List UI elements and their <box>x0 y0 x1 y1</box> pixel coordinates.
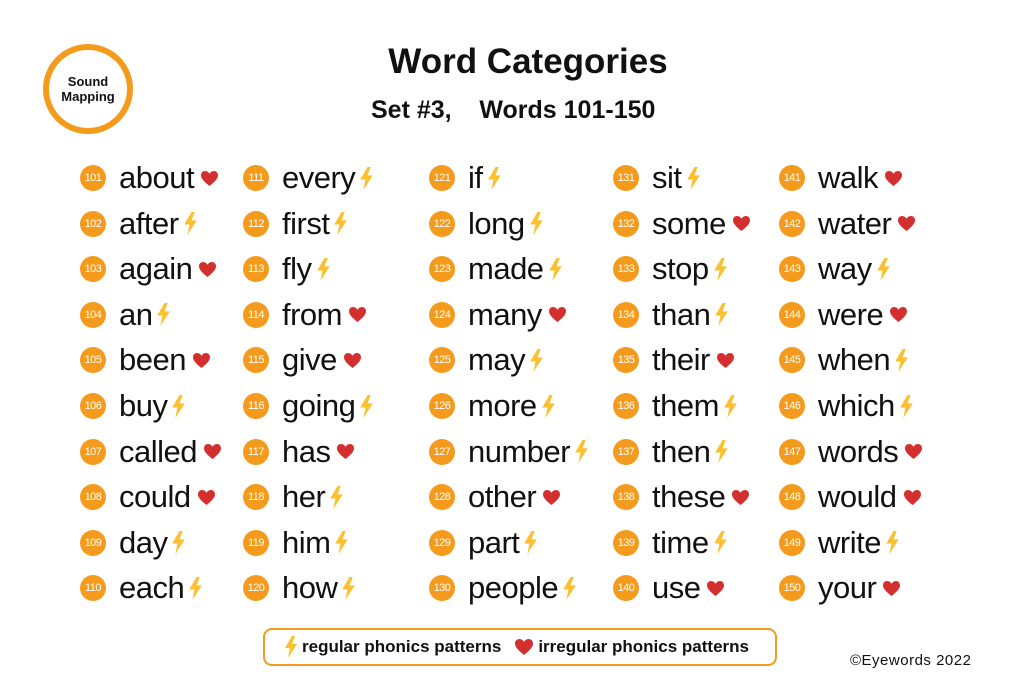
legend <box>263 628 777 666</box>
word-text: other <box>468 479 537 515</box>
badge-line-1: Sound <box>67 74 109 89</box>
lightning-bolt-icon <box>713 258 728 281</box>
word-text: more <box>468 388 537 423</box>
heart-icon <box>889 306 908 323</box>
word-row <box>80 565 203 611</box>
word-number-badge: 107 <box>80 439 106 465</box>
word-text: give <box>282 342 337 378</box>
word-number-badge: 140 <box>613 575 639 601</box>
word-number-badge: 125 <box>429 347 455 373</box>
word-row <box>779 429 923 475</box>
heart-icon <box>884 170 903 187</box>
lightning-bolt-icon <box>713 531 728 554</box>
word-row <box>613 201 751 247</box>
word-row <box>429 474 561 520</box>
word-row <box>779 201 916 247</box>
word-row <box>779 383 914 429</box>
word-number-badge: 144 <box>779 302 805 328</box>
word-number-badge: 112 <box>243 211 269 237</box>
word-text: time <box>652 524 709 560</box>
word-text: walk <box>818 160 879 195</box>
heart-icon <box>343 352 362 369</box>
word-number-badge: 137 <box>613 439 639 465</box>
word-text: part <box>468 524 520 560</box>
copyright: ©Eyewords 2022 <box>850 652 972 669</box>
word-text: sit <box>652 160 682 195</box>
word-row <box>613 383 738 429</box>
lightning-bolt-icon <box>529 212 544 235</box>
lightning-bolt-icon <box>894 349 909 372</box>
heart-icon <box>904 443 923 460</box>
word-row <box>779 292 908 338</box>
word-text: from <box>282 296 342 332</box>
lightning-bolt-icon <box>529 349 544 372</box>
word-text: buy <box>119 388 168 423</box>
word-number-badge: 133 <box>613 256 639 282</box>
lightning-bolt-icon <box>359 395 374 418</box>
lightning-bolt-icon <box>156 303 171 326</box>
lightning-bolt-icon <box>183 212 198 235</box>
word-number-badge: 111 <box>243 165 269 191</box>
word-row <box>613 292 729 338</box>
word-row <box>779 474 922 520</box>
word-text: many <box>468 296 542 332</box>
word-number-badge: 122 <box>429 211 455 237</box>
word-row <box>243 155 374 201</box>
word-text: people <box>468 570 559 606</box>
word-row <box>243 520 349 566</box>
word-number-badge: 118 <box>243 484 269 510</box>
word-text: made <box>468 251 544 287</box>
word-row <box>613 474 750 520</box>
word-row <box>243 246 331 292</box>
word-row <box>243 474 344 520</box>
word-text: words <box>818 433 899 469</box>
word-text: than <box>652 296 711 332</box>
lightning-bolt-icon <box>341 577 356 600</box>
word-number-badge: 131 <box>613 165 639 191</box>
word-number-badge: 119 <box>243 530 269 556</box>
word-row <box>613 565 725 611</box>
word-row <box>80 383 186 429</box>
page-title: Word Categories <box>388 42 668 81</box>
word-text: your <box>818 570 877 606</box>
lightning-bolt-icon <box>171 395 186 418</box>
word-number-badge: 103 <box>80 256 106 282</box>
lightning-bolt-icon <box>171 531 186 554</box>
word-row <box>429 383 556 429</box>
word-text: would <box>818 479 897 515</box>
word-number-badge: 117 <box>243 439 269 465</box>
word-number-badge: 139 <box>613 530 639 556</box>
word-row <box>80 155 219 201</box>
word-row <box>80 246 217 292</box>
lightning-bolt-icon <box>316 258 331 281</box>
word-text: after <box>119 205 179 241</box>
word-number-badge: 148 <box>779 484 805 510</box>
word-text: been <box>119 342 186 378</box>
word-row <box>429 292 567 338</box>
heart-icon <box>732 215 751 232</box>
word-text: long <box>468 205 525 241</box>
word-number-badge: 106 <box>80 393 106 419</box>
word-text: could <box>119 479 191 515</box>
heart-icon <box>731 489 750 506</box>
word-number-badge: 130 <box>429 575 455 601</box>
lightning-bolt-icon <box>329 486 344 509</box>
word-row <box>613 246 728 292</box>
heart-icon <box>197 489 216 506</box>
word-row <box>80 429 222 475</box>
heart-icon <box>348 306 367 323</box>
word-text: called <box>119 433 197 469</box>
word-number-badge: 146 <box>779 393 805 419</box>
word-text: which <box>818 388 895 423</box>
word-number-badge: 120 <box>243 575 269 601</box>
heart-icon <box>882 580 901 597</box>
word-row <box>243 337 362 383</box>
word-text: her <box>282 479 326 515</box>
lightning-bolt-icon <box>523 531 538 554</box>
word-number-badge: 126 <box>429 393 455 419</box>
lightning-bolt-icon <box>562 577 577 600</box>
word-row <box>429 246 563 292</box>
word-text: about <box>119 160 195 195</box>
word-text: water <box>818 205 892 241</box>
word-row <box>243 201 348 247</box>
word-number-badge: 141 <box>779 165 805 191</box>
lightning-bolt-icon <box>333 212 348 235</box>
word-text: when <box>818 342 891 378</box>
heart-icon <box>542 489 561 506</box>
word-number-badge: 115 <box>243 347 269 373</box>
heart-icon <box>548 306 567 323</box>
heart-icon <box>716 352 735 369</box>
heart-icon <box>336 443 355 460</box>
word-text: them <box>652 388 719 423</box>
word-text: each <box>119 570 185 606</box>
word-row <box>779 337 909 383</box>
word-row <box>429 201 544 247</box>
lightning-bolt-icon <box>188 577 203 600</box>
heart-icon <box>514 638 534 656</box>
word-number-badge: 121 <box>429 165 455 191</box>
word-number-badge: 132 <box>613 211 639 237</box>
word-row <box>429 155 502 201</box>
word-number-badge: 142 <box>779 211 805 237</box>
word-text: him <box>282 524 331 560</box>
word-text: an <box>119 296 153 332</box>
heart-icon <box>706 580 725 597</box>
word-number-badge: 116 <box>243 393 269 419</box>
word-number-badge: 129 <box>429 530 455 556</box>
word-text: these <box>652 479 726 515</box>
word-row <box>429 337 544 383</box>
word-number-badge: 138 <box>613 484 639 510</box>
page-subtitle: Set #3, Words 101-150 <box>371 96 656 124</box>
word-row <box>243 383 374 429</box>
word-text: again <box>119 251 193 287</box>
word-number-badge: 105 <box>80 347 106 373</box>
lightning-bolt-icon <box>487 167 502 190</box>
word-number-badge: 123 <box>429 256 455 282</box>
word-text: their <box>652 342 710 378</box>
word-number-badge: 134 <box>613 302 639 328</box>
lightning-bolt-icon <box>885 531 900 554</box>
word-text: first <box>282 205 330 241</box>
word-number-badge: 127 <box>429 439 455 465</box>
word-row <box>779 565 901 611</box>
word-number-badge: 147 <box>779 439 805 465</box>
word-row <box>613 155 701 201</box>
word-row <box>613 429 729 475</box>
word-number-badge: 110 <box>80 575 106 601</box>
word-row <box>613 337 735 383</box>
word-number-badge: 135 <box>613 347 639 373</box>
badge-line-2: Mapping <box>61 89 115 104</box>
word-row <box>243 429 355 475</box>
word-number-badge: 128 <box>429 484 455 510</box>
lightning-bolt-icon <box>334 531 349 554</box>
word-text: every <box>282 160 356 195</box>
word-text: some <box>652 205 726 241</box>
heart-icon <box>203 443 222 460</box>
word-row <box>80 474 216 520</box>
word-text: day <box>119 524 168 560</box>
word-text: stop <box>652 251 709 287</box>
word-number-badge: 149 <box>779 530 805 556</box>
word-number-badge: 101 <box>80 165 106 191</box>
word-text: then <box>652 433 711 469</box>
lightning-bolt-icon <box>714 440 729 463</box>
word-number-badge: 124 <box>429 302 455 328</box>
word-number-badge: 102 <box>80 211 106 237</box>
word-text: may <box>468 342 526 378</box>
heart-icon <box>192 352 211 369</box>
word-row <box>243 292 367 338</box>
word-row <box>779 246 891 292</box>
word-number-badge: 113 <box>243 256 269 282</box>
lightning-bolt-icon <box>359 167 374 190</box>
lightning-bolt-icon <box>723 395 738 418</box>
word-row <box>429 565 577 611</box>
lightning-bolt-icon <box>284 636 298 658</box>
word-number-badge: 114 <box>243 302 269 328</box>
heart-icon <box>198 261 217 278</box>
word-row <box>779 155 903 201</box>
word-row <box>613 520 728 566</box>
heart-icon <box>200 170 219 187</box>
word-number-badge: 104 <box>80 302 106 328</box>
word-number-badge: 136 <box>613 393 639 419</box>
word-text: going <box>282 388 356 423</box>
word-row <box>80 201 198 247</box>
word-text: fly <box>282 251 312 287</box>
legend-irregular-label: irregular phonics patterns <box>538 637 749 656</box>
word-number-badge: 150 <box>779 575 805 601</box>
word-text: number <box>468 433 571 469</box>
word-row <box>779 520 900 566</box>
word-row <box>429 520 538 566</box>
word-row <box>429 429 589 475</box>
lightning-bolt-icon <box>714 303 729 326</box>
heart-icon <box>903 489 922 506</box>
word-row <box>80 337 211 383</box>
word-text: were <box>818 296 884 332</box>
word-text: way <box>818 251 872 287</box>
lightning-bolt-icon <box>548 258 563 281</box>
legend-regular-label: regular phonics patterns <box>302 637 502 656</box>
lightning-bolt-icon <box>876 258 891 281</box>
word-text: write <box>818 524 881 560</box>
word-text: how <box>282 570 338 606</box>
word-number-badge: 143 <box>779 256 805 282</box>
lightning-bolt-icon <box>899 395 914 418</box>
word-row <box>243 565 356 611</box>
word-text: has <box>282 433 331 469</box>
word-number-badge: 108 <box>80 484 106 510</box>
word-text: if <box>468 160 483 195</box>
lightning-bolt-icon <box>686 167 701 190</box>
lightning-bolt-icon <box>574 440 589 463</box>
word-number-badge: 145 <box>779 347 805 373</box>
word-number-badge: 109 <box>80 530 106 556</box>
word-row <box>80 520 186 566</box>
word-row <box>80 292 171 338</box>
lightning-bolt-icon <box>541 395 556 418</box>
word-text: use <box>652 570 701 606</box>
heart-icon <box>897 215 916 232</box>
